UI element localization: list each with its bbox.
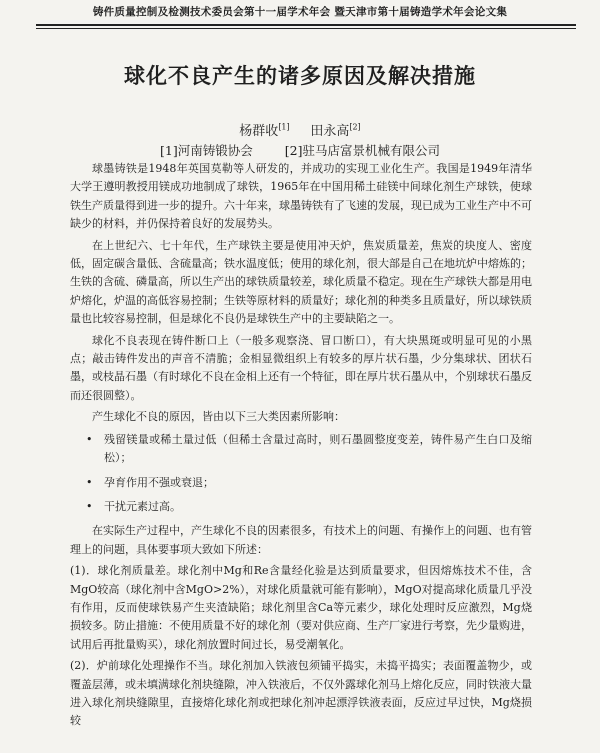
paragraph: 在实际生产过程中，产生球化不良的因素很多，有技术上的问题、有操作上的问题、也有管理上的问题，具体要事项大致如下所述：	[70, 524, 532, 556]
author-name: 杨群收	[239, 124, 279, 139]
author-affil-ref: [1]	[278, 122, 290, 132]
paragraph: 产生球化不良的原因，皆由以下三大类因素所影响：	[92, 410, 345, 424]
affiliation: [1]河南铸锻协会	[160, 143, 253, 158]
running-head: 铸件质量控制及检测技术委员会第十一届学术年会 暨天津市第十届铸造学术年会论文集	[92, 6, 508, 18]
numbered-item: (2)．炉前球化处理操作不当。球化剂加入铁液包须铺平捣实，未捣平捣实；表面覆盖物少，或覆盖层薄，或未填满球化剂块缝隙，冲入铁液后，不仅外露球化剂马上熔化反应，同时铁液大量进入球化剂块缝隙里，直接熔化球化剂或把球化剂冲起漂浮铁液表面，反应过早过快，Mg烧损较	[70, 659, 532, 728]
paragraph: 球化不良表现在铸件断口上（一般多观察浇、冒口断口），有大块黑斑或明显可见的小黑点；敲击铸件发出的声音不清脆；金相显微组织上有较多的厚片状石墨，少分集球状、团状石墨，或枝晶石墨（有时球化不良在金相上还有一个特征，即在厚片状石墨从中，个别球状石墨反而还很圆整）。	[70, 333, 532, 402]
bullet-icon: •	[86, 499, 93, 513]
numbered-item: (1)．球化剂质量差。球化剂中Mg和Re含量经化验是达到质量要求，但因熔炼技术不佳，含MgO较高（球化剂中含MgO>2%），对球化质量就可能有影响），MgO对提高球化质量几乎没有作用，反而使球铁易产生夹渣缺陷；球化剂里含Ca等元素少，球化处理时反应激烈，Mg烧损较多。防止措施：不使用质量不好的球化剂（要对供应商、生产厂家进行考察，先少量购进，试用后再批量购买），球化剂放置时间过长，易受潮氧化。	[70, 564, 532, 651]
list-item	[86, 498, 532, 516]
paragraph: 在上世纪六、七十年代，生产球铁主要是使用冲天炉，焦炭质量差，焦炭的块度人、密度低，固定碳含量低、含硫量高；铁水温度低；使用的球化剂，很大部是自己在地坑炉中熔炼的；生铁的含硫、磷量高，所以生产出的球铁质量较差，球化质量不稳定。现在生产球铁大都是用电炉熔化，炉温的高低容易控制；生铁等原材料的质量好；球化剂的种类多且质量好，所以球铁质量也比较容易控制，但是球化不良仍是球铁生产中的主要缺陷之一。	[70, 238, 532, 326]
affiliation: [2]驻马店富景机械有限公司	[284, 143, 440, 158]
author-affil-ref: [2]	[349, 122, 361, 132]
bullet-icon: •	[86, 432, 93, 446]
author-name: 田永高	[310, 124, 350, 139]
article-title: 球化不良产生的诸多原因及解决措施	[124, 64, 476, 88]
author-line	[0, 120, 600, 139]
article-body	[70, 160, 532, 734]
list-item	[86, 474, 532, 492]
header-rule-thick	[36, 24, 576, 26]
list-item	[86, 431, 532, 468]
header-rule-thin	[36, 28, 576, 29]
list-item-text: 干扰元素过高。	[104, 499, 181, 513]
causes-list	[70, 431, 532, 517]
list-item-text: 孕育作用不强或衰退；	[104, 475, 214, 489]
paragraph: 球墨铸铁是1948年英国莫勒等人研发的，并成功的实现工业化生产。我国是1949年清华大学王遵明教授用镁成功地制成了球铁，1965年在中国用稀土硅镁中间球化剂生产球铁，使球铁生产质量得到进一步的提升。六十年来，球墨铸铁有了飞速的发展，现已成为工业生产中不可缺少的材料，并仍保持着良好的发展势头。	[70, 162, 532, 231]
list-item-text: 残留镁量或稀土量过低（但稀土含量过高时，则石墨圆整度变差，铸件易产生白口及缩松）；	[104, 432, 532, 465]
affiliation-line	[0, 141, 600, 159]
bullet-icon: •	[86, 475, 93, 489]
